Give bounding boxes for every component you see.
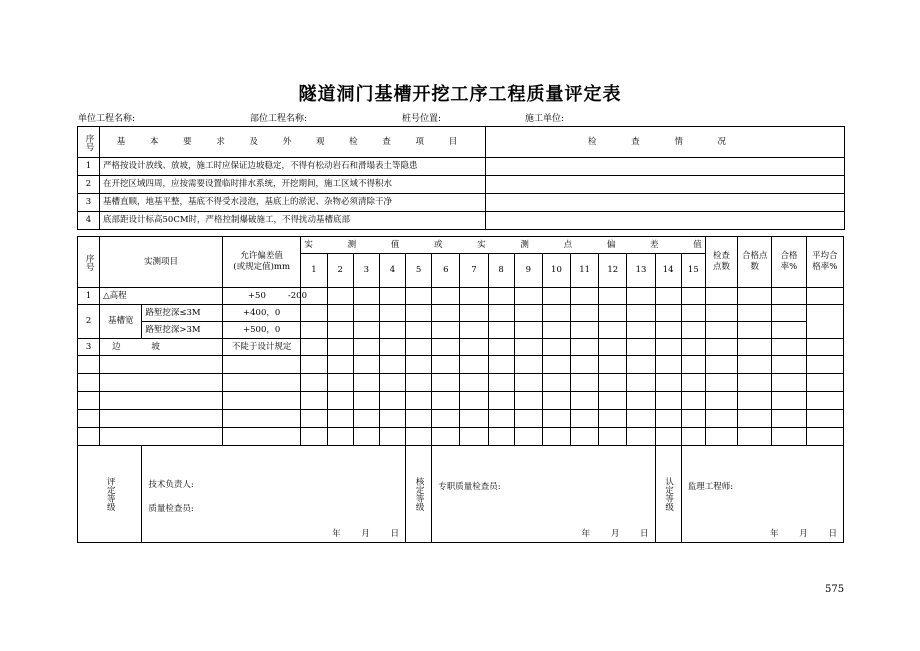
measure-row-no: 2 — [78, 305, 100, 339]
basic-row-text: 严格按设计放线、放坡，施工时应保证边坡稳定，不得有松动岩石和滑塌表土等隐患 — [100, 158, 486, 176]
basic-row-no: 2 — [78, 176, 100, 194]
unit-project-label: 单位工程名称: — [78, 114, 136, 124]
pass-points-header: 合格点数 — [738, 237, 772, 288]
measure-item-header: 实测项目 — [100, 237, 223, 288]
measure-row-tolerance: 不陡于设计规定 — [222, 339, 301, 356]
measure-row-no: 3 — [78, 339, 100, 356]
point-number: 6 — [432, 254, 460, 288]
eval-grade-label: 评定等级 — [78, 446, 142, 543]
measure-empty-row — [78, 374, 844, 392]
basic-row — [78, 194, 845, 212]
measure-row — [78, 339, 844, 356]
basic-row-no: 3 — [78, 194, 100, 212]
eval-date: 年 月 日 — [332, 529, 400, 539]
basic-items-header: 基 本 要 求 及 外 观 检 查 项 目 — [100, 127, 486, 158]
measure-empty-row — [78, 428, 844, 446]
basic-row — [78, 176, 845, 194]
basic-row-check[interactable] — [486, 194, 845, 212]
point-number: 15 — [681, 254, 705, 288]
tech-lead-label: 技术负责人: — [148, 480, 194, 490]
pass-rate-header: 合格率% — [772, 237, 806, 288]
measure-row-item: 基槽宽 — [100, 305, 142, 339]
basic-row-no: 4 — [78, 212, 100, 230]
basic-row-text: 基槽直顺，地基平整，基底不得受水浸泡，基底上的淤泥、杂物必须清除干净 — [100, 194, 486, 212]
measure-empty-row — [78, 356, 844, 374]
point-number: 3 — [353, 254, 379, 288]
qc-inspector-label: 专职质量检查员: — [438, 482, 501, 492]
measure-row-subitem: 路堑挖深>3M — [142, 322, 223, 339]
approve-date: 年 月 日 — [770, 529, 837, 539]
point-number: 10 — [542, 254, 570, 288]
measure-row-item: △高程 — [100, 288, 223, 305]
point-number: 14 — [655, 254, 681, 288]
verify-grade-label: 核定等级 — [406, 446, 432, 543]
eval-signature-area[interactable] — [142, 446, 406, 543]
measure-row-tolerance: +400，0 — [222, 305, 301, 322]
signoff-row — [78, 446, 844, 543]
measure-row-tolerance: +500，0 — [222, 322, 301, 339]
point-number: 4 — [379, 254, 405, 288]
basic-seq-header: 序号 — [78, 127, 100, 158]
basic-row-no: 1 — [78, 158, 100, 176]
point-number: 7 — [460, 254, 488, 288]
measure-row-subitem: 路堑挖深≤3M — [142, 305, 223, 322]
basic-header-row — [78, 127, 845, 158]
basic-row — [78, 212, 845, 230]
station-label: 桩号位置: — [402, 114, 442, 124]
measure-header-row — [78, 237, 844, 254]
quality-officer-label: 质量检查员: — [148, 504, 194, 514]
measurement-table — [77, 236, 844, 543]
approve-grade-label: 认定等级 — [655, 446, 681, 543]
approve-signature-area[interactable] — [681, 446, 843, 543]
point-number: 5 — [406, 254, 432, 288]
measure-seq-header: 序号 — [78, 237, 100, 288]
point-number: 8 — [488, 254, 514, 288]
basic-row-text: 在开挖区域四周，应按需要设置临时排水系统，开挖期间，施工区域不得积水 — [100, 176, 486, 194]
sub-project-label: 部位工程名称: — [250, 114, 308, 124]
contractor-label: 施工单位: — [525, 114, 565, 124]
measure-row — [78, 305, 844, 322]
basic-row-check[interactable] — [486, 212, 845, 230]
measure-empty-row — [78, 410, 844, 428]
basic-row — [78, 158, 845, 176]
verify-signature-area[interactable] — [432, 446, 655, 543]
measure-row — [78, 322, 844, 339]
supervisor-label: 监理工程师: — [687, 482, 734, 492]
measure-empty-row — [78, 392, 844, 410]
point-number: 1 — [301, 254, 327, 288]
measure-row-item: 边 坡 — [100, 339, 223, 356]
avg-rate-header: 平均合格率% — [806, 237, 843, 288]
tolerance-header: 允许偏差值 (或规定值)mm — [222, 237, 301, 288]
measure-row — [78, 288, 844, 305]
point-number: 11 — [571, 254, 599, 288]
point-number: 12 — [599, 254, 627, 288]
basic-check-header: 检 查 情 况 — [486, 127, 845, 158]
point-number: 9 — [514, 254, 542, 288]
basic-requirements-table — [77, 126, 845, 230]
verify-date: 年 月 日 — [581, 529, 649, 539]
basic-row-text: 底部距设计标高50CM时，严格控制爆破施工，不得扰动基槽底部 — [100, 212, 486, 230]
check-points-header: 检查点数 — [705, 237, 737, 288]
points-header: 实 测 值 或 实 测 点 偏 差 值 — [301, 237, 706, 254]
measure-row-tolerance: +50 -200 — [222, 288, 301, 305]
measure-row-no: 1 — [78, 288, 100, 305]
basic-row-check[interactable] — [486, 176, 845, 194]
point-number: 13 — [627, 254, 655, 288]
basic-row-check[interactable] — [486, 158, 845, 176]
page-title: 隧道洞门基槽开挖工序工程质量评定表 — [298, 84, 622, 105]
point-number: 2 — [327, 254, 353, 288]
page-number: 575 — [825, 584, 845, 595]
